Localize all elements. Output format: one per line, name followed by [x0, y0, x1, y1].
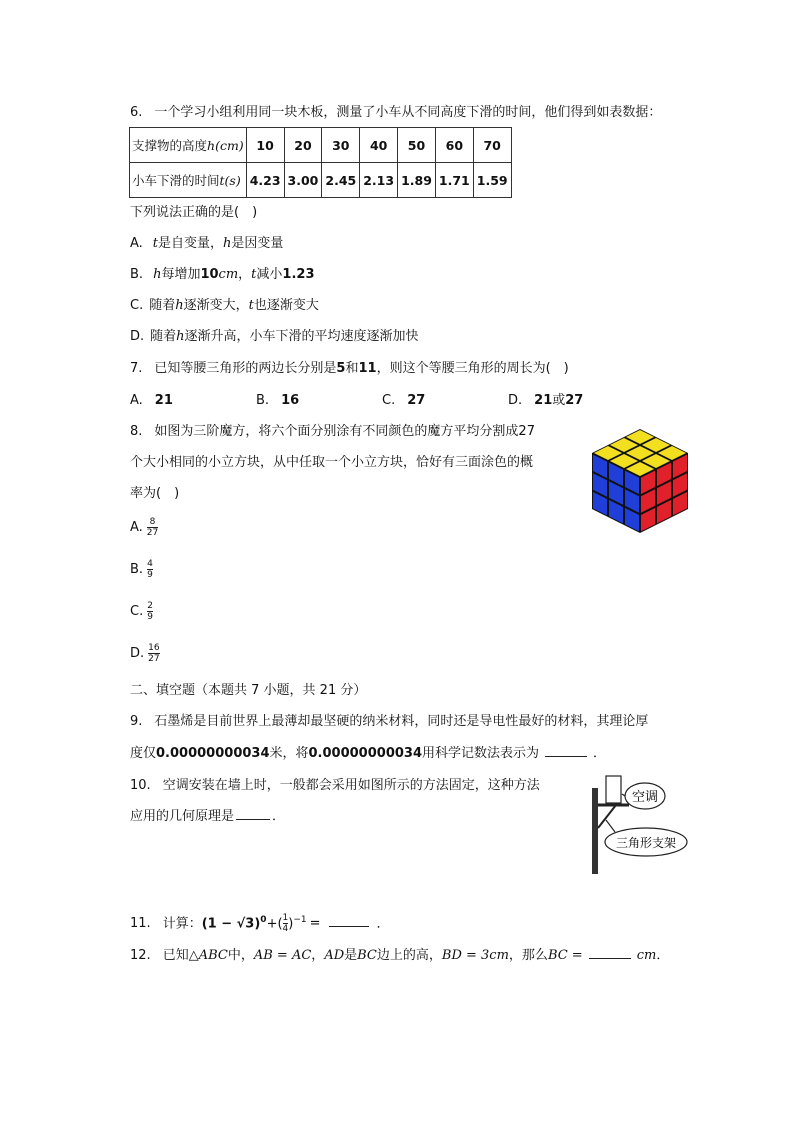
q8-option-d[interactable]: D. $\frac{16}{27}$	[130, 643, 160, 664]
q8-stem-line2: 个大小相同的小立方块，从中任取一个小立方块，恰好有三面涂色的概	[130, 455, 534, 470]
q7-number: 7.	[130, 361, 143, 376]
q12-number: 12.	[130, 948, 151, 963]
q7-option-a[interactable]: A. 21	[130, 393, 173, 408]
fraction: $\frac{8}{27}$	[146, 517, 159, 538]
q9-line2: 度仅0.00000000034米，将0.00000000034用科学记数法表示为 ．	[130, 746, 607, 761]
time-cell: 1.89	[398, 163, 436, 198]
height-cell: 70	[473, 128, 511, 163]
q6-option-c[interactable]: C. 随着h逐渐变大，t也逐渐变大	[130, 298, 319, 313]
q6-option-d[interactable]: D. 随着h逐渐升高，小车下滑的平均速度逐渐加快	[130, 329, 419, 344]
q10-number: 10.	[130, 778, 151, 793]
answer-blank[interactable]	[236, 819, 270, 820]
q6-option-a[interactable]: A. t是自变量，h是因变量	[130, 236, 284, 251]
q8-option-a[interactable]: A. $\frac{8}{27}$	[130, 517, 159, 538]
height-cell: 20	[284, 128, 322, 163]
table-row	[130, 128, 512, 163]
q8-option-b[interactable]: B. $\frac{4}{9}$	[130, 559, 153, 580]
q6-option-b[interactable]: B. h每增加10cm，t减小1.23	[130, 267, 315, 282]
time-cell: 2.45	[322, 163, 360, 198]
answer-blank[interactable]	[329, 926, 369, 927]
air-conditioner-box	[606, 776, 621, 803]
q10-line2: 应用的几何原理是 ．	[130, 809, 286, 824]
q11-number: 11.	[130, 916, 151, 932]
q6-number: 6.	[130, 105, 143, 120]
bracket-callout-label: 三角形支架	[615, 836, 677, 850]
time-cell: 4.23	[246, 163, 284, 198]
height-cell: 10	[246, 128, 284, 163]
time-cell: 2.13	[360, 163, 398, 198]
table-row	[130, 163, 512, 198]
fraction: $\frac{4}{9}$	[147, 559, 153, 580]
q7-stem: 7. 已知等腰三角形的两边长分别是5和11，则这个等腰三角形的周长为( )	[130, 361, 569, 376]
q7-option-d[interactable]: D. 21或27	[508, 393, 584, 408]
q11-expression: 11. 计算：$(1 - √3)^0+$( $\frac{1}{4}$ )$^{-1}$ = ．	[130, 913, 390, 935]
time-cell: 1.59	[473, 163, 511, 198]
answer-blank[interactable]	[589, 958, 631, 959]
fraction: $\frac{2}{9}$	[147, 601, 153, 622]
q7-option-b[interactable]: B. 16	[256, 393, 300, 408]
answer-blank[interactable]	[545, 756, 587, 757]
q9-line1: 9. 石墨烯是目前世界上最薄却最坚硬的纳米材料，同时还是导电性最好的材料，其理论厚	[130, 714, 649, 729]
wall	[592, 788, 598, 874]
height-cell: 40	[360, 128, 398, 163]
q6-prompt: 下列说法正确的是( )	[130, 205, 258, 220]
height-cell: 60	[435, 128, 473, 163]
time-cell: 3.00	[284, 163, 322, 198]
fraction: $\frac{16}{27}$	[148, 643, 160, 664]
ac-callout-label: 空调	[631, 790, 659, 805]
row2-header: 小车下滑的时间t(s)	[130, 163, 247, 198]
fraction: $\frac{1}{4}$	[282, 913, 289, 935]
q8-stem-line1: 8. 如图为三阶魔方，将六个面分别涂有不同颜色的魔方平均分割成27	[130, 424, 535, 439]
section-heading: 二、填空题（本题共 7 小题，共 21 分）	[130, 683, 367, 698]
q9-number: 9.	[130, 714, 143, 729]
q8-option-c[interactable]: C. $\frac{2}{9}$	[130, 601, 153, 622]
height-cell: 30	[322, 128, 360, 163]
time-cell: 1.71	[435, 163, 473, 198]
q6-stem: 6. 一个学习小组利用同一块木板，测量了小车从不同高度下滑的时间，他们得到如表数据：	[130, 105, 662, 120]
q6-data-table	[129, 127, 512, 198]
rubiks-cube-image	[584, 425, 696, 537]
height-cell: 50	[398, 128, 436, 163]
bracket-diagonal	[598, 805, 616, 828]
q10-line1: 10. 空调安装在墙上时，一般都会采用如图所示的方法固定，这种方法	[130, 778, 540, 793]
q8-stem-line3: 率为( )	[130, 486, 180, 501]
q8-number: 8.	[130, 424, 143, 439]
air-conditioner-bracket-diagram	[588, 772, 694, 876]
row1-header: 支撑物的高度h(cm)	[130, 128, 247, 163]
q7-option-c[interactable]: C. 27	[382, 393, 426, 408]
q12-stem: 12. 已知△ABC中，AB = AC，AD是BC边上的高，BD = 3cm，那么BC = cm．	[130, 948, 670, 963]
